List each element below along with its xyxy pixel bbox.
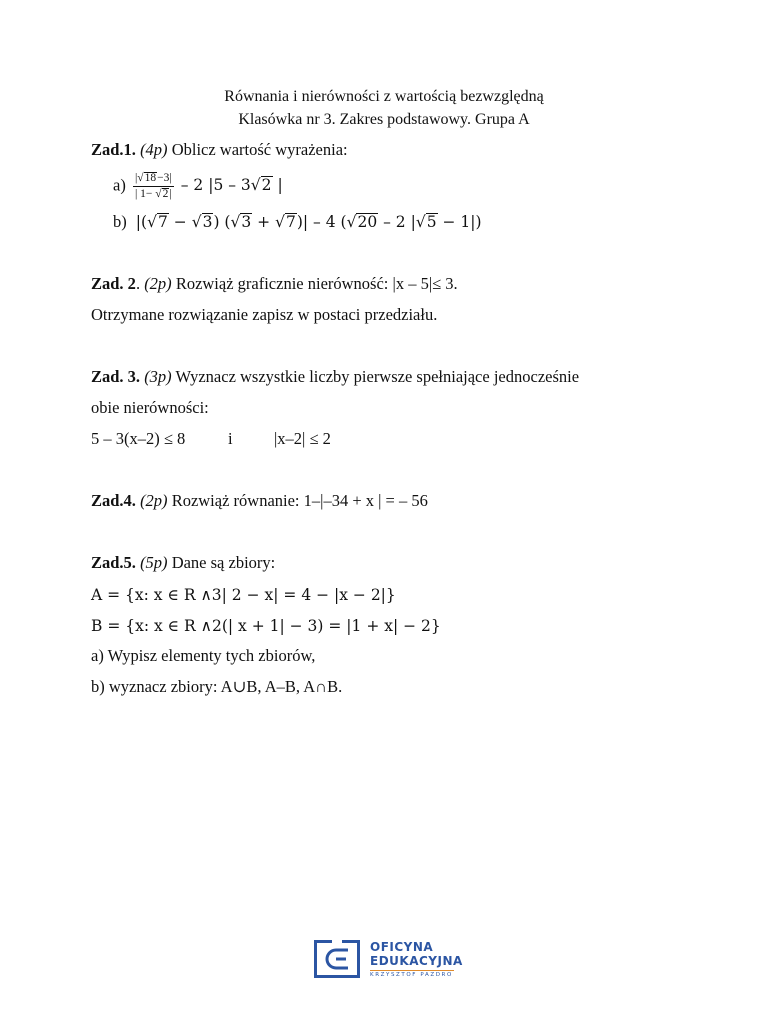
oe-logo-icon — [314, 940, 360, 978]
task-5-points: (5p) — [140, 553, 168, 572]
task-3-ineq-1: 5 – 3(x–2) ≤ 8 — [91, 429, 186, 448]
task-1b-expression: |(√7 − √3) (√3 + √7)| – 4 (√20 – 2 |√5 − 1|) — [130, 213, 482, 231]
logo-text-2: EDUKACYJNA — [370, 954, 463, 968]
task-5-part-b: b) wyznacz zbiory: A∪B, A–B, A∩B. — [91, 677, 343, 696]
task-4-points: (2p) — [140, 491, 168, 510]
logo-text-1: OFICYNA — [370, 940, 434, 954]
task-4-text: Rozwiąż równanie: 1–|–34 + x | = – 56 — [171, 491, 428, 510]
task-3-points: (3p) — [144, 367, 172, 386]
task-1-points: (4p) — [140, 140, 168, 159]
logo-divider — [370, 970, 454, 971]
task-4-label: Zad.4. — [91, 491, 136, 510]
task-3-conjunction: i — [228, 429, 233, 448]
task-2-label: Zad. 2 — [91, 274, 136, 293]
task-5-part-a: a) Wypisz elementy tych zbiorów, — [91, 646, 316, 665]
task-1a-rest: – 2 |5 – 3√2 | — [180, 176, 283, 195]
task-5-set-b: B = {x: x ∈ R ∧2(| x + 1| − 3) = |1 + x| − 2} — [91, 617, 441, 635]
task-1a-denominator: | 1− √2| — [134, 188, 172, 200]
task-2-text-2: Otrzymane rozwiązanie zapisz w postaci przedziału. — [91, 305, 438, 324]
task-3-text: Wyznacz wszystkie liczby pierwsze spełniające jednocześnie — [175, 367, 580, 386]
task-5-set-a: A = {x: x ∈ R ∧3| 2 − x| = 4 − |x − 2|} — [91, 586, 396, 604]
task-1a — [113, 172, 283, 201]
task-1a-numerator: |√18−3| — [133, 172, 174, 187]
logo-text-3: KRZYSZTOF PAZDRO — [370, 972, 453, 978]
task-4-header — [91, 490, 428, 512]
task-2-points: (2p) — [144, 274, 172, 293]
task-3-label: Zad. 3. — [91, 367, 141, 386]
task-1a-label: a) — [113, 175, 126, 195]
task-3-header — [91, 366, 579, 388]
task-1-text: Oblicz wartość wyrażenia: — [171, 140, 348, 159]
task-3-ineq-2: |x–2| ≤ 2 — [274, 429, 331, 448]
task-5-header — [91, 552, 275, 574]
task-2-text: Rozwiąż graficznie nierówność: |x – 5|≤ 3. — [175, 274, 458, 293]
task-5-label: Zad.5. — [91, 553, 136, 572]
publisher-logo — [314, 938, 474, 982]
task-1b — [113, 211, 482, 233]
task-1-header — [91, 139, 348, 161]
task-5-text: Dane są zbiory: — [171, 553, 276, 572]
task-1b-label: b) — [113, 212, 127, 231]
task-2-header: Zad. 2. (2p) Rozwiąż graficznie nierówność: |x – 5|≤ 3. — [91, 274, 458, 293]
task-1-label: Zad.1. — [91, 140, 136, 159]
task-1a-fraction — [133, 172, 174, 201]
title-line-2: Klasówka nr 3. Zakres podstawowy. Grupa A — [238, 111, 530, 128]
task-3-text-2: obie nierówności: — [91, 398, 209, 417]
title-line-1: Równania i nierówności z wartością bezwzględną — [224, 88, 544, 105]
